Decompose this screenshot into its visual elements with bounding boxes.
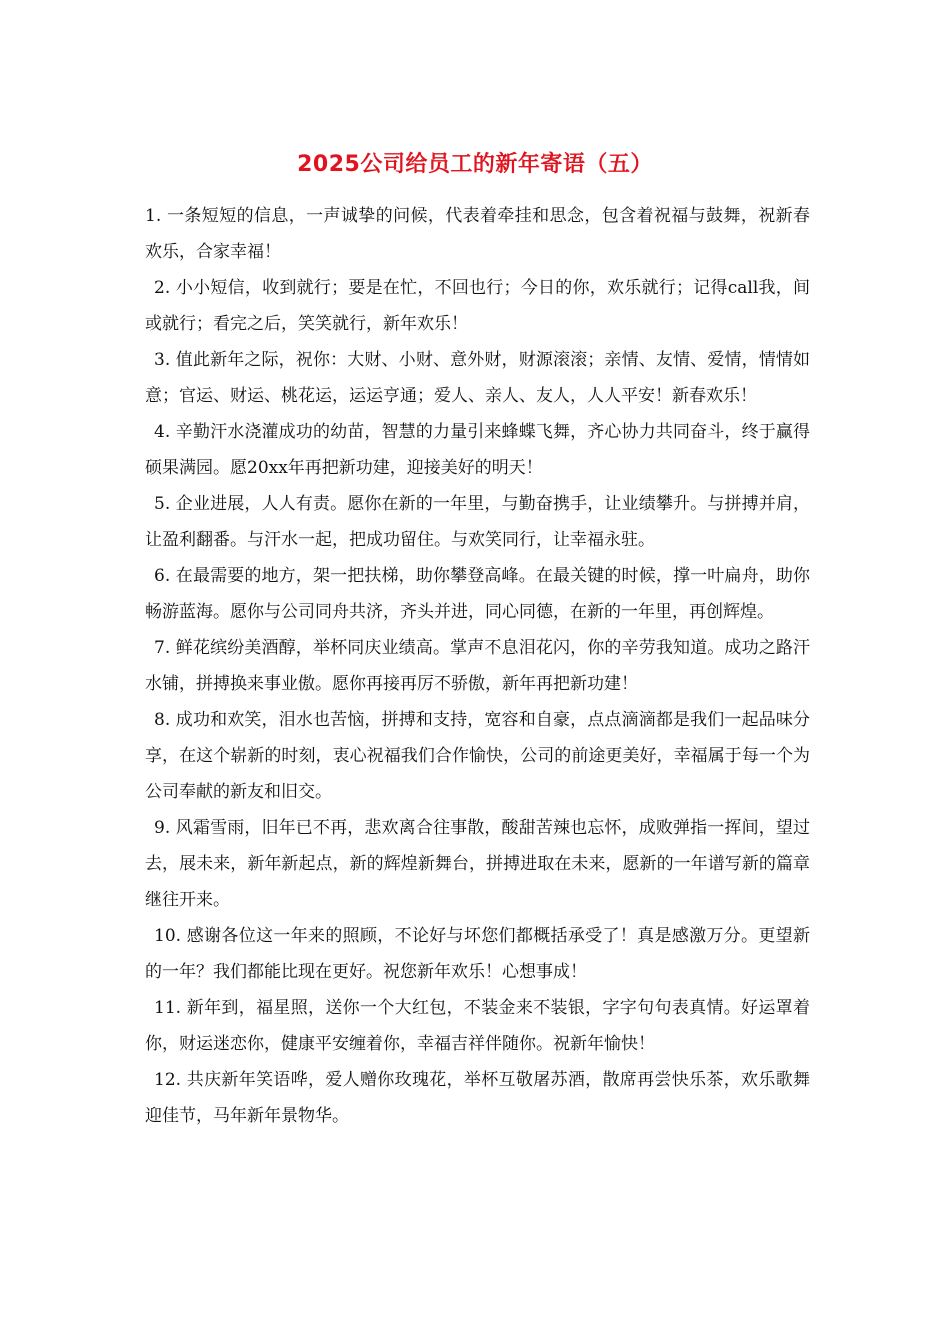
paragraph-number: 1. <box>145 206 162 226</box>
paragraph-7 <box>145 630 810 702</box>
paragraph-text: 辛勤汗水浇灌成功的幼苗，智慧的力量引来蜂蝶飞舞，齐心协力共同奋斗，终于赢得硕果满园。愿20xx年再把新功建，迎接美好的明天！ <box>145 422 811 478</box>
paragraph-text: 小小短信，收到就行；要是在忙，不回也行；今日的你，欢乐就行；记得call我，间或就行；看完之后，笑笑就行，新年欢乐！ <box>145 278 811 334</box>
paragraph-text: 企业进展，人人有责。愿你在新的一年里，与勤奋携手，让业绩攀升。与拼搏并肩，让盈利翻番。与汗水一起，把成功留住。与欢笑同行，让幸福永驻。 <box>145 494 811 550</box>
paragraph-2 <box>145 270 810 342</box>
paragraph-text: 成功和欢笑，泪水也苦恼，拼搏和支持，宽容和自豪，点点滴滴都是我们一起品味分享，在这个崭新的时刻，衷心祝福我们合作愉快，公司的前途更美好，幸福属于每一个为公司奉献的新友和旧交。 <box>145 710 811 802</box>
paragraph-number: 5. <box>154 494 171 514</box>
paragraph-number: 8. <box>154 710 171 730</box>
paragraph-number: 9. <box>154 818 171 838</box>
paragraph-number: 11. <box>154 998 182 1018</box>
paragraph-number: 3. <box>154 350 171 370</box>
paragraph-number: 10. <box>154 926 182 946</box>
document-body <box>145 198 810 1134</box>
paragraph-9 <box>145 810 810 918</box>
paragraph-number: 4. <box>154 422 171 442</box>
paragraph-12 <box>145 1062 810 1134</box>
paragraph-number: 6. <box>154 566 171 586</box>
paragraph-8 <box>145 702 810 810</box>
paragraph-text: 感谢各位这一年来的照顾，不论好与坏您们都概括承受了！真是感激万分。更望新的一年？我们都能比现在更好。祝您新年欢乐！心想事成！ <box>145 926 811 982</box>
paragraph-text: 风霜雪雨，旧年已不再，悲欢离合往事散，酸甜苦辣也忘怀，成败弹指一挥间，望过去，展未来，新年新起点，新的辉煌新舞台，拼搏进取在未来，愿新的一年谱写新的篇章继往开来。 <box>145 818 811 910</box>
paragraph-6 <box>145 558 810 630</box>
paragraph-text: 在最需要的地方，架一把扶梯，助你攀登高峰。在最关键的时候，撑一叶扁舟，助你畅游蓝海。愿你与公司同舟共济，齐头并进，同心同德，在新的一年里，再创辉煌。 <box>145 566 811 622</box>
paragraph-number: 7. <box>154 638 171 658</box>
document-title: 2025公司给员工的新年寄语（五） <box>297 152 653 177</box>
paragraph-text: 鲜花缤纷美酒醇，举杯同庆业绩高。掌声不息泪花闪，你的辛劳我知道。成功之路汗水铺，拼搏换来事业傲。愿你再接再厉不骄傲，新年再把新功建！ <box>145 638 811 694</box>
paragraph-3 <box>145 342 810 414</box>
paragraph-text: 值此新年之际，祝你：大财、小财、意外财，财源滚滚；亲情、友情、爱情，情情如意；官运、财运、桃花运，运运亨通；爱人、亲人、友人，人人平安！新春欢乐！ <box>145 350 811 406</box>
paragraph-1 <box>145 198 810 270</box>
paragraph-number: 2. <box>154 278 171 298</box>
paragraph-number: 12. <box>154 1070 182 1090</box>
paragraph-text: 新年到，福星照，送你一个大红包，不装金来不装银，字字句句表真情。好运罩着你，财运迷恋你，健康平安缠着你，幸福吉祥伴随你。祝新年愉快！ <box>145 998 811 1054</box>
paragraph-10 <box>145 918 810 990</box>
paragraph-11 <box>145 990 810 1062</box>
paragraph-text: 共庆新年笑语哗，爱人赠你玫瑰花，举杯互敬屠苏酒，散席再尝快乐茶，欢乐歌舞迎佳节，马年新年景物华。 <box>145 1070 811 1126</box>
paragraph-text: 一条短短的信息，一声诚挚的问候，代表着牵挂和思念，包含着祝福与鼓舞，祝新春欢乐，合家幸福！ <box>145 206 811 262</box>
paragraph-4 <box>145 414 810 486</box>
paragraph-5 <box>145 486 810 558</box>
